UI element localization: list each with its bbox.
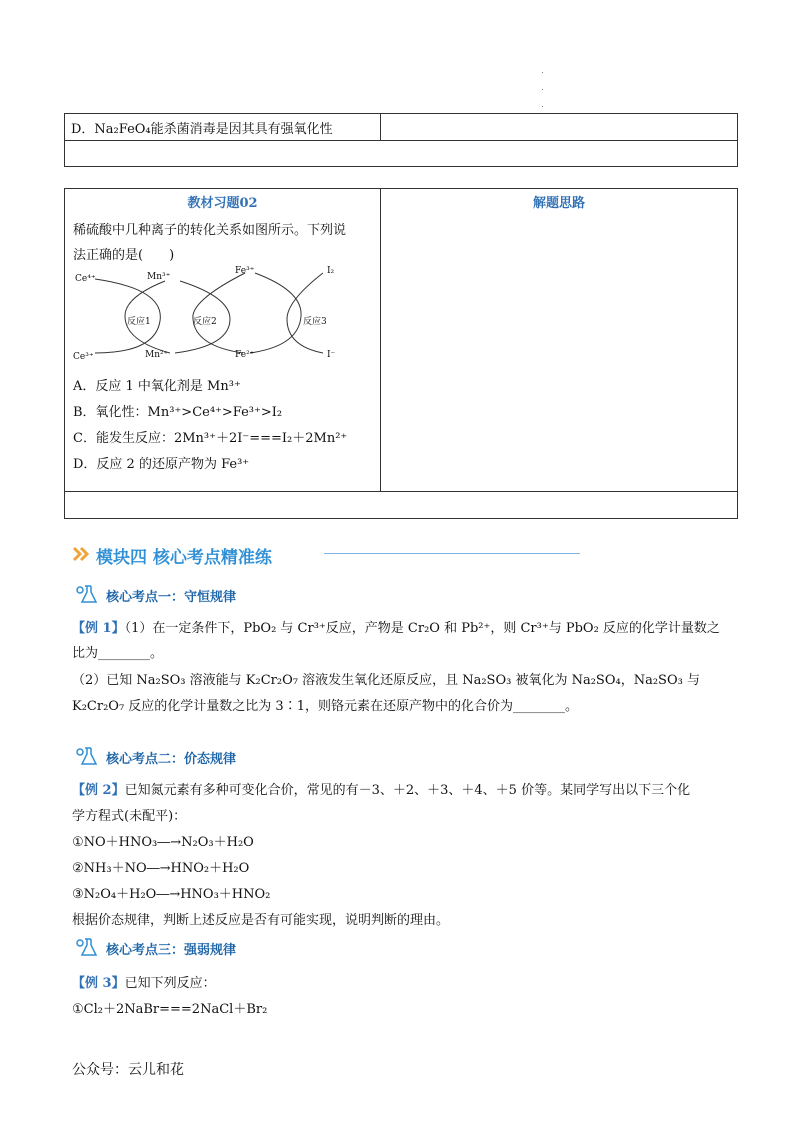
option-d-cell (65, 114, 381, 141)
exercise-header: 教材习题02 (187, 196, 258, 211)
example-2-text-1: 已知氮元素有多种可变化合价，常见的有－3、＋2、＋3、＋4、＋5 价等。某同学写出以下三个化 (124, 783, 691, 798)
example-2-line-2: 学方程式(未配平)： (72, 809, 187, 824)
example-1-line-1 (72, 617, 720, 636)
example-2-line-3: 根据价态规律，判断上述反应是否有可能实现，说明判断的理由。 (72, 913, 450, 928)
table-1-footer-row (65, 141, 738, 167)
solution-cell (381, 189, 738, 492)
option-c: C．能发生反应：2Mn³⁺＋2I⁻===I₂＋2Mn²⁺ (73, 431, 348, 446)
module-title: 模块四 核心考点精准练 (96, 548, 272, 568)
option-d: D．反应 2 的还原产物为 Fe³⁺ (73, 457, 250, 472)
answer-table-1 (64, 113, 738, 167)
answer-cell (381, 114, 738, 141)
arc-left-1 (95, 279, 160, 353)
margin-dots (542, 72, 544, 112)
double-chevron-icon (72, 546, 92, 562)
label-ce3: Ce³⁺ (73, 352, 94, 361)
equation-2-2: ②NH₃＋NO―→HNO₂＋H₂O (72, 861, 250, 876)
example-1-line-4: K₂Cr₂O₇ 反应的化学计量数之比为 3∶1，则铬元素在还原产物中的化合价为________。 (72, 699, 578, 714)
equation-2-1: ①NO＋HNO₃―→N₂O₃＋H₂O (72, 835, 254, 850)
footer-account: 公众号：云儿和花 (72, 1062, 184, 1078)
module-rule (324, 553, 580, 554)
table-2-footer-row (65, 492, 738, 519)
equation-3-1: ①Cl₂＋2NaBr===2NaCl＋Br₂ (72, 1002, 268, 1017)
example-1-text-1: （1）在一定条件下，PbO₂ 与 Cr³⁺反应，产物是 Cr₂O 和 Pb²⁺，则 Cr³⁺与 PbO₂ 反应的化学计量数之 (124, 621, 720, 636)
arc-right-3 (287, 273, 323, 353)
label-i2: I₂ (327, 266, 335, 276)
key-point-3-label: 核心考点三：强弱规律 (106, 943, 237, 958)
question-line-1: 稀硫酸中几种离子的转化关系如图所示。下列说 (73, 223, 347, 238)
example-2-line-1 (72, 779, 690, 798)
label-fe2: Fe²⁺ (235, 350, 255, 360)
option-a: A．反应 1 中氧化剂是 Mn³⁺ (73, 379, 241, 394)
arc-left-3 (250, 273, 301, 353)
question-cell (65, 189, 381, 492)
label-fe3: Fe³⁺ (235, 266, 255, 276)
module-heading (72, 543, 592, 568)
label-reaction-1: 反应1 (127, 317, 151, 327)
arc-right-2 (193, 273, 245, 353)
flask-icon (72, 935, 100, 959)
question-line-2: 法正确的是( ) (73, 248, 175, 263)
ion-conversion-diagram (65, 261, 380, 361)
label-ce4: Ce⁴⁺ (75, 274, 96, 284)
flask-icon (72, 744, 100, 768)
example-1-line-3: （2）已知 Na₂SO₃ 溶液能与 K₂Cr₂O₇ 溶液发生氧化还原反应，且 Na₂SO₃ 被氧化为 Na₂SO₄，Na₂SO₃ 与 (72, 673, 700, 688)
label-iminus: I⁻ (327, 350, 336, 360)
exercise-table-2 (64, 188, 738, 519)
key-point-2-label: 核心考点二：价态规律 (106, 752, 237, 767)
example-1-line-2: 比为________。 (72, 646, 164, 661)
label-reaction-2: 反应2 (193, 317, 217, 327)
option-d-text: D．Na₂FeO₄能杀菌消毒是因其具有强氧化性 (71, 122, 333, 137)
example-2-tag: 【例 2】 (72, 783, 125, 798)
option-b: B．氧化性：Mn³⁺>Ce⁴⁺>Fe³⁺>I₂ (73, 405, 283, 420)
key-point-1-label: 核心考点一：守恒规律 (106, 590, 237, 605)
example-3-line-1 (72, 972, 216, 991)
label-mn3: Mn³⁺ (147, 272, 171, 282)
example-3-tag: 【例 3】 (72, 976, 125, 991)
label-reaction-3: 反应3 (303, 317, 327, 327)
label-mn2: Mn²⁺ (145, 350, 169, 360)
example-3-text-1: 已知下列反应： (124, 976, 216, 991)
solution-header: 解题思路 (532, 196, 585, 211)
flask-icon (72, 582, 100, 606)
example-1-tag: 【例 1】 (72, 621, 125, 636)
equation-2-3: ③N₂O₄＋H₂O―→HNO₃＋HNO₂ (72, 887, 271, 902)
